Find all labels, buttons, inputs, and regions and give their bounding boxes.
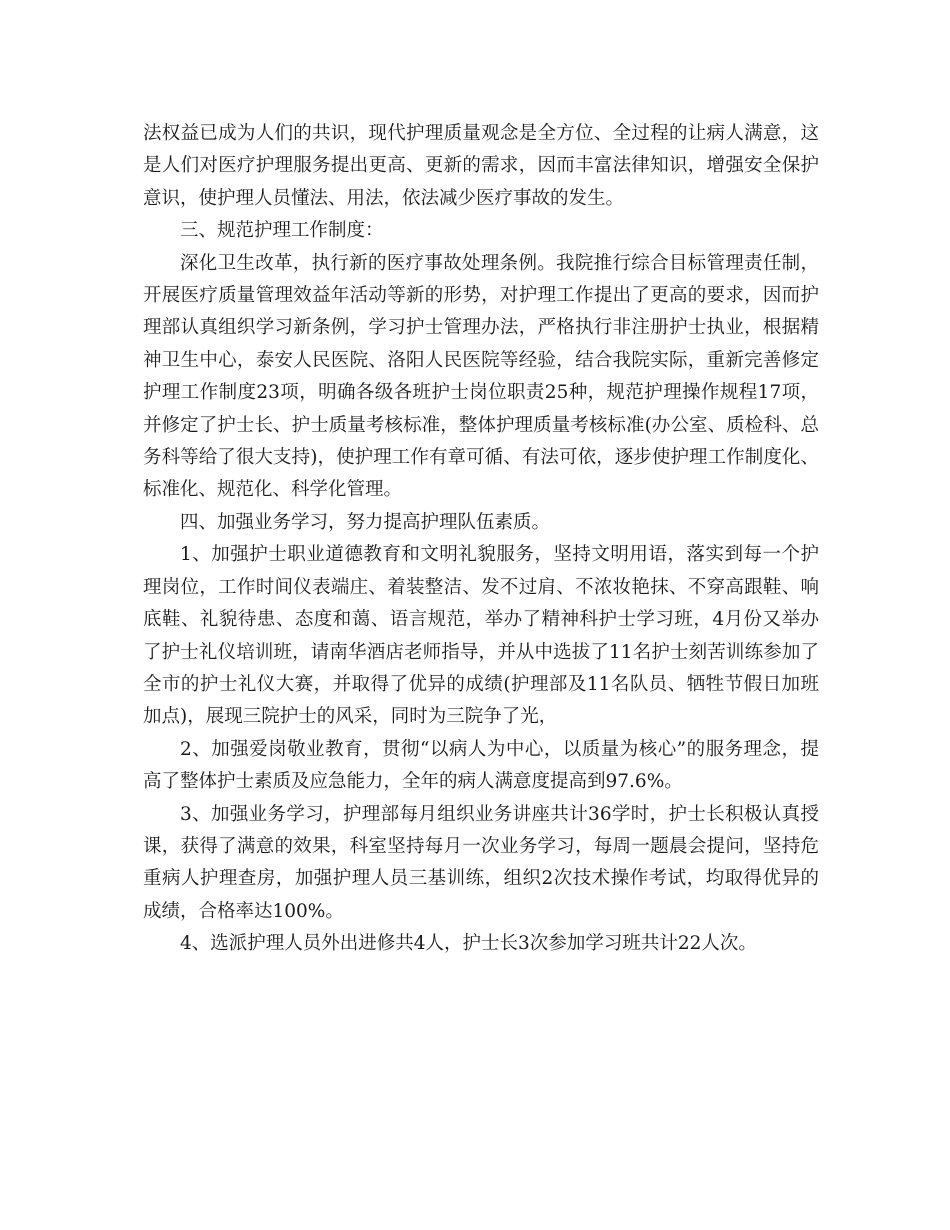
paragraph-item-3-study: 3、加强业务学习，护理部每月组织业务讲座共计36学时，护士长积极认真授课，获得了满意的效果，科室坚持每月一次业务学习，每周一题晨会提问，坚持危重病人护理查房，加强护理人员三基训练，组织2次技术操作考试，均取得优异的成绩，合格率达100%。 (143, 803, 819, 922)
document-body (143, 118, 819, 961)
paragraph-item-4-training: 4、选派护理人员外出进修共4人，护士长3次参加学习班共计22人次。 (180, 933, 757, 955)
paragraph-item-1-etiquette: 1、加强护士职业道德教育和文明礼貌服务，坚持文明用语，落实到每一个护理岗位，工作时间仪表端庄、着装整洁、发不过肩、不浓妆艳抹、不穿高跟鞋、响底鞋、礼貌待患、态度和蔼、语言规范，举办了精神科护士学习班，4月份又举办了护士礼仪培训班，请南华酒店老师指导，并从中选拔了11名护士刻苦训练参加了全市的护士礼仪大赛，并取得了优异的成绩(护理部及11名队员、牺牲节假日加班加点)，展现三院护士的风采，同时为三院争了光， (143, 544, 819, 728)
heading-section-three: 三、规范护理工作制度： (180, 220, 384, 242)
heading-section-four: 四、加强业务学习，努力提高护理队伍素质。 (180, 511, 551, 533)
paragraph-item-2-dedication: 2、加强爱岗敬业教育，贯彻“以病人为中心，以质量为核心”的服务理念，提高了整体护士素质及应急能力，全年的病人满意度提高到97.6%。 (143, 738, 819, 793)
paragraph-nursing-system: 深化卫生改革，执行新的医疗事故处理条例。我院推行综合目标管理责任制，开展医疗质量管理效益年活动等新的形势，对护理工作提出了更高的要求，因而护理部认真组织学习新条例，学习护士管理办法，严格执行非注册护士执业，根据精神卫生中心，泰安人民医院、洛阳人民医院等经验，结合我院实际，重新完善修定护理工作制度23项，明确各级各班护士岗位职责25种，规范护理操作规程17项，并修定了护士长、护士质量考核标准，整体护理质量考核标准(办公室、质检科、总务科等给了很大支持)，使护理工作有章可循、有法可依，逐步使护理工作制度化、标准化、规范化、科学化管理。 (143, 252, 819, 501)
paragraph-legal-awareness: 法权益已成为人们的共识，现代护理质量观念是全方位、全过程的让病人满意，这是人们对医疗护理服务提出更高、更新的需求，因而丰富法律知识，增强安全保护意识，使护理人员懂法、用法，依法减少医疗事故的发生。 (143, 123, 819, 209)
